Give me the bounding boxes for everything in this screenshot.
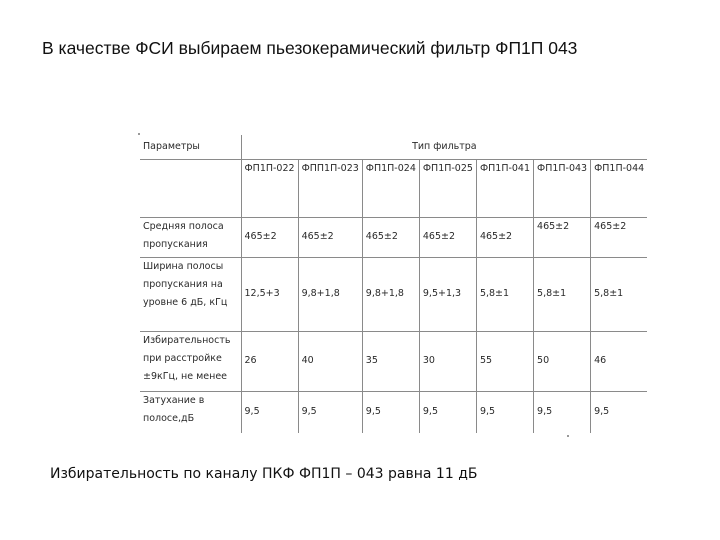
table-cell: 465±2 [534, 217, 591, 257]
filter-type-cell: ФП1П-041 [476, 159, 533, 217]
table-cell: 9,5 [476, 391, 533, 433]
filter-type-cell: ФП1П-022 [241, 159, 298, 217]
table-cell: 9,5 [419, 391, 476, 433]
table-cell: 12,5+3 [241, 257, 298, 331]
table-row [140, 331, 647, 391]
table-cell: 55 [476, 331, 533, 391]
table-cell: 5,8±1 [476, 257, 533, 331]
table-cell: 465±2 [476, 217, 533, 257]
table-cell: 465±2 [362, 217, 419, 257]
corner-mark [567, 435, 569, 437]
table-cell: 5,8±1 [534, 257, 591, 331]
table-cell: 465±2 [419, 217, 476, 257]
slide-title: В качестве ФСИ выбираем пьезокерамический фильтр ФП1П 043 [42, 38, 578, 58]
table-cell: 9,8+1,8 [362, 257, 419, 331]
table-row [140, 391, 647, 433]
table-cell: 465±2 [241, 217, 298, 257]
table-cell: 5,8±1 [591, 257, 648, 331]
selectivity-note: Избирательность по каналу ПКФ ФП1П – 043 равна 11 дБ [50, 466, 478, 482]
table-cell: 465±2 [591, 217, 648, 257]
table-row [140, 217, 647, 257]
filter-type-cell: ФП1П-024 [362, 159, 419, 217]
table-cell: 9,8+1,8 [298, 257, 362, 331]
corner-mark [138, 133, 140, 135]
filter-type-cell: ФП1П-025 [419, 159, 476, 217]
table-cell: 9,5 [298, 391, 362, 433]
table-cell: 9,5+1,3 [419, 257, 476, 331]
row-label: Затухание в полосе,дБ [140, 391, 241, 433]
table-cell: 9,5 [241, 391, 298, 433]
filter-parameters-table [140, 135, 647, 433]
table-cell: 30 [419, 331, 476, 391]
table-cell: 46 [591, 331, 648, 391]
table-cell: 26 [241, 331, 298, 391]
table-row [140, 257, 647, 331]
filter-type-cell: ФПП1П-023 [298, 159, 362, 217]
row-label: Средняя полоса пропускания [140, 217, 241, 257]
table-cell: 9,5 [534, 391, 591, 433]
table-cell: 50 [534, 331, 591, 391]
row-label: Избирательность при расстройке ±9кГц, не менее [140, 331, 241, 391]
table-cell: 9,5 [362, 391, 419, 433]
row-label: Ширина полосы пропускания на уровне 6 дБ, кГц [140, 257, 241, 331]
filter-type-header: Тип фильтра [241, 135, 647, 159]
filter-type-cell: ФП1П-043 [534, 159, 591, 217]
parameters-header: Параметры [143, 141, 200, 152]
table-cell: 35 [362, 331, 419, 391]
table-cell: 9,5 [591, 391, 648, 433]
table-cell: 465±2 [298, 217, 362, 257]
empty-header-cell [140, 159, 241, 217]
filter-type-cell: ФП1П-044 [591, 159, 648, 217]
table-cell: 40 [298, 331, 362, 391]
